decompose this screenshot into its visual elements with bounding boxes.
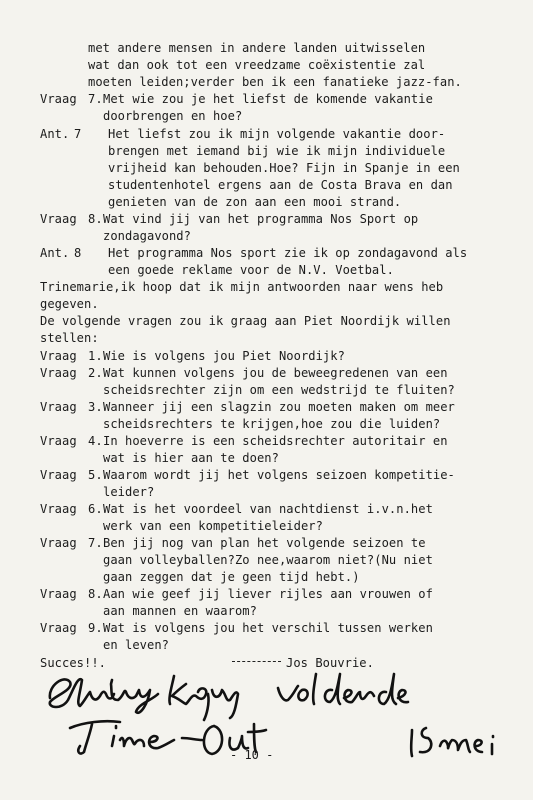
text-line: wat dan ook tot een vreedzame coëxistentie zal xyxy=(88,58,426,72)
page-number: - 10 - xyxy=(230,748,274,762)
text-line: doorbrengen en hoe? xyxy=(103,109,243,123)
text-line: wat is hier aan te doen? xyxy=(103,451,279,465)
text-line: een goede reklame voor de N.V. Voetbal. xyxy=(108,263,394,277)
text-line: De volgende vragen zou ik graag aan Piet Noordijk willen xyxy=(40,314,451,328)
text-line: Trinemarie,ik hoop dat ik mijn antwoorden naar wens heb xyxy=(40,280,444,294)
text-line: aan mannen en waarom? xyxy=(103,604,257,618)
text-line: zondagavond? xyxy=(103,229,191,243)
text-line: scheidsrechters te krijgen,hoe zou die luiden? xyxy=(103,417,441,431)
text-line: gaan zeggen dat je geen tijd hebt.) xyxy=(103,570,360,584)
text-line: genieten van de zon aan een mooi strand. xyxy=(108,195,402,209)
signature-name: Jos Bouvrie. xyxy=(286,656,374,670)
document-page: met andere mensen in andere landen uitwisselen wat dan ook tot een vreedzame coëxistentie zal moeten leiden;verder ben ik een fanatieke jazz-fan. Vraag 7. Met wie zou je het liefst de komende vakantie doorbrengen en hoe? Ant. 7 Het liefst zou ik mijn volgende vakantie door- brengen met iemand bij wie ik mijn individuele vrijheid kan behouden.Hoe? Fijn in Spanje in een studentenhotel ergens aan de Costa Brava en dan genieten van de zon aan een mooi strand. Vraag 8. Wat vind jij van het programma Nos Sport op zondagavond? Ant. 8 Het programma Nos sport zie ik op zondagavond als een goede reklame voor de N.V. Voetbal. Trinemarie,ik hoop dat ik mijn antwoorden naar wens heb gegeven. De volgende vragen zou ik graag aan Piet Noordijk willen stellen: Vraag 1. Wie is volgens jou Piet Noordijk? Vraag 2. Wat kunnen volgens jou de beweegredenen van een scheidsrechter zijn om een wedstrijd te fluiten? Vraag 3. Wanneer jij een slagzin zou moeten maken om meer scheidsrechters te krijgen,hoe zou die luiden? Vraag 4. In hoeverre is een scheidsrechter autoritair en wat is hier aan te doen? Vraag 5. Waarom wordt jij het volgens seizoen kompetitie- leider? Vraag 6. Wat is het voordeel van nachtdienst i.v.n.het werk van een kompetitieleider? Vraag 7. Ben jij nog van plan het volgende seizoen te gaan volleyballen?Zo nee,waarom niet?(Nu niet gaan zeggen dat je geen tijd hebt.) Vraag 8. Aan wie geef jij liever rijles aan vrouwen of aan mannen en waarom? Vraag 9. Wat is volgens jou het verschil tussen werken en leven? Succes!!. Jos Bouvrie. - 10 - xyxy=(0,0,533,800)
text-line: moeten leiden;verder ben ik een fanatieke jazz-fan. xyxy=(88,75,462,89)
text-line: en leven? xyxy=(103,638,169,652)
text-line: scheidsrechter zijn om een wedstrijd te fluiten? xyxy=(103,383,455,397)
text-line: studentenhotel ergens aan de Costa Brava en dan xyxy=(108,178,453,192)
closing-text: Succes!!. xyxy=(40,656,106,670)
text-line: stellen: xyxy=(40,331,99,345)
text-line: werk van een kompetitieleider? xyxy=(103,519,323,533)
text-line: gegeven. xyxy=(40,297,99,311)
text-line: leider? xyxy=(103,485,155,499)
text-line: vrijheid kan behouden.Hoe? Fijn in Spanje in een xyxy=(108,161,460,175)
text-line: brengen met iemand bij wie ik mijn individuele xyxy=(108,144,446,158)
text-line: met andere mensen in andere landen uitwisselen xyxy=(88,41,426,55)
text-line: gaan volleyballen?Zo nee,waarom niet?(Nu niet xyxy=(103,553,433,567)
